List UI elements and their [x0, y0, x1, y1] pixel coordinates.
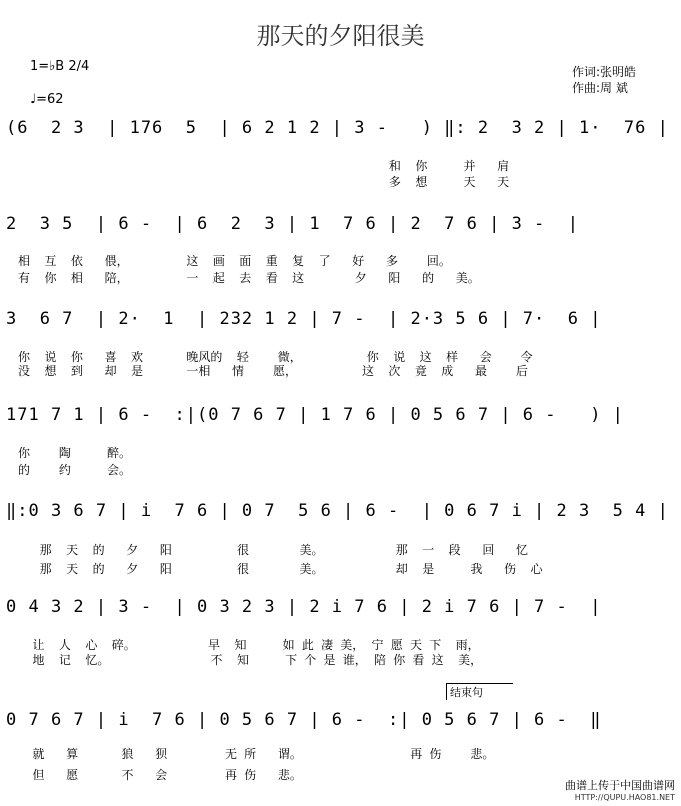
score-row-1-lyrics-1: 和 你 并 肩 [6, 159, 510, 173]
score-row-5-notes: ‖:0 3 6 7 | i 7 6 | 0 7 5 6 | 6 - | 0 6 7 i | 2 3 5 4 | [6, 501, 669, 521]
score-row-5-lyrics-1: 那 天 的 夕 阳 很 美。 那 一 段 回 忆 [18, 543, 529, 557]
score-row-2-lyrics-2: 有 你 相 陪， 一 起 去 看 这 夕 阳 的 美。 [18, 271, 480, 285]
score-row-2-lyrics-1: 相 互 依 偎， 这 画 面 重 复 了 好 多 回。 [18, 254, 451, 268]
composer: 作曲:周 斌 [572, 81, 628, 95]
score-row-1-notes: (6 2 3 | 176 5 | 6 2 1 2 | 3 - ) ‖: 2 3 2 | 1· 76 | [6, 118, 669, 138]
score-row-3-lyrics-1: 你 说 你 喜 欢 晚风的 轻 微， 你 说 这 样 会 令 [18, 350, 533, 364]
score-row-2-notes: 2 3 5 | 6 - | 6 2 3 | 1 7 6 | 2 7 6 | 3 - | [6, 214, 579, 234]
score-row-1-lyrics-2: 多 想 天 天 [6, 175, 510, 189]
page-title: 那天的夕阳很美 [256, 22, 425, 50]
score-row-6-notes: 0 4 3 2 | 3 - | 0 3 2 3 | 2 i 7 6 | 2 i 7 6 | 7 - | [6, 597, 602, 617]
score-row-6-lyrics-2: 地 记 忆。 不 知 下 个 是 谁， 陪 你 看 这 美， [18, 653, 483, 667]
score-row-3-lyrics-2: 没 想 到 却 是 一相 情 愿， 这 次 竟 成 最 后 [18, 364, 528, 378]
time-signature: 2/4 [68, 59, 90, 74]
score-row-3-notes: 3 6 7 | 2· 1 | 232 1 2 | 7 - | 2·3 5 6 | 7· 6 | [6, 309, 602, 329]
credits [572, 64, 636, 96]
score-row-5-lyrics-2: 那 天 的 夕 阳 很 美。 却 是 我 伤 心 [18, 562, 543, 576]
score-row-7-lyrics-1: 就 算 狼 狈 无 所 谓。 再 伤 悲。 [18, 747, 495, 761]
score-row-4-lyrics-1: 你 陶 醉。 [18, 446, 132, 460]
score-row-6-lyrics-1: 让 人 心 碎。 早 知 如 此 凄 美， 宁 愿 天 下 雨， [18, 638, 480, 652]
score-row-7-notes: 0 7 6 7 | i 7 6 | 0 5 6 7 | 6 - :| 0 5 6 7 | 6 - ‖ [6, 710, 602, 730]
key-signature [30, 60, 89, 74]
score-row-4-lyrics-2: 的 约 会。 [18, 463, 132, 477]
watermark-line-2: HTTP://QUPU.HAO81.NET [574, 793, 675, 802]
watermark [565, 780, 675, 804]
tempo-marking: ♩=62 [30, 92, 64, 107]
lyricist: 作词:张明皓 [572, 65, 637, 79]
score-row-4-notes: 171 7 1 | 6 - :|(0 7 6 7 | 1 7 6 | 0 5 6 7 | 6 - ) | [6, 405, 624, 425]
watermark-line-1: 曲谱上传于中国曲谱网 [565, 779, 675, 792]
ending-label: 结束句 [446, 683, 513, 700]
score-row-7-lyrics-2: 但 愿 不 会 再 伤 悲。 [18, 768, 302, 782]
key-label: 1=♭B [30, 59, 65, 74]
